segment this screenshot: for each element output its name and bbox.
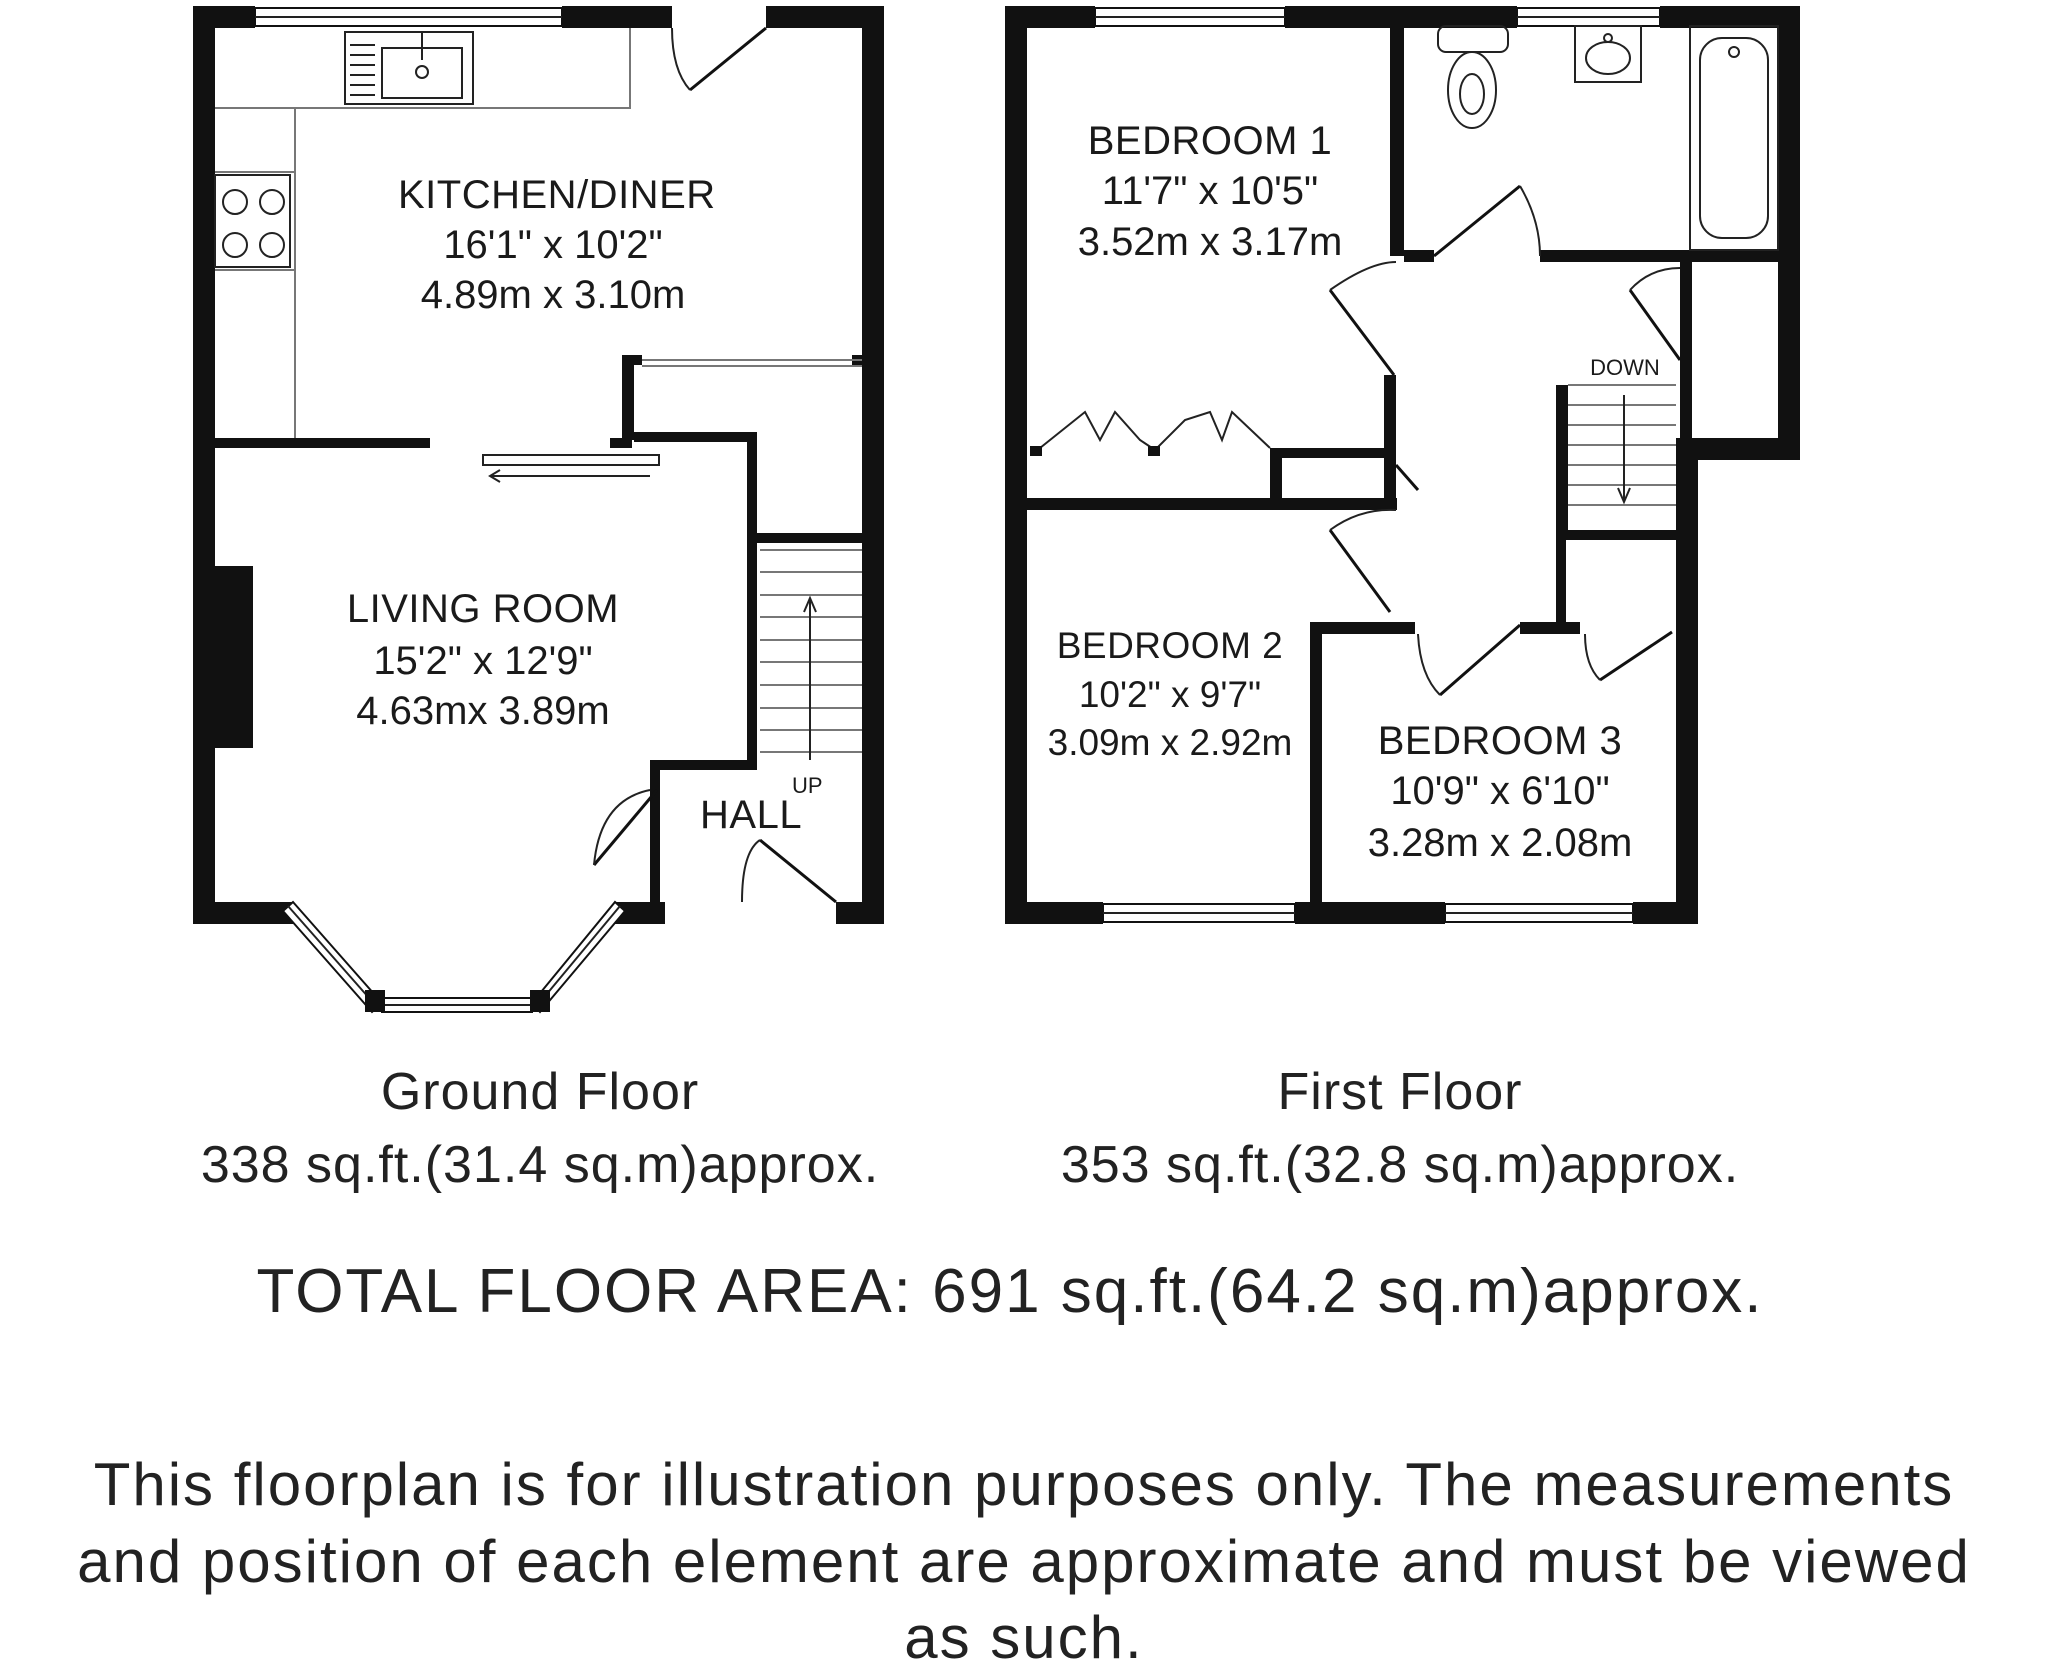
gf-bay-window: [283, 902, 625, 1012]
ff-bath-bottom-wall-2: [1540, 250, 1778, 262]
bathtub: [1690, 26, 1778, 250]
bedroom3-dim-imperial: 10'9" x 6'10": [1390, 769, 1610, 813]
bedroom2-dim-metric: 3.09m x 2.92m: [1047, 722, 1293, 763]
gf-sliding-door: [483, 455, 659, 465]
ff-cup-wall-2: [1556, 540, 1566, 630]
kitchen-hob: [215, 175, 290, 267]
gf-hall-lower-wall: [655, 760, 757, 770]
ff-wall-top-1: [1005, 6, 1095, 28]
gf-hall-wall: [747, 432, 757, 764]
first-floor-title: First Floor: [1277, 1063, 1523, 1121]
bedroom3-label: BEDROOM 3: [1377, 719, 1623, 763]
toilet: [1438, 26, 1508, 128]
gf-wall-right: [862, 6, 884, 924]
gf-back-door: [690, 28, 766, 90]
ff-wardrobe-box-2: [1270, 448, 1390, 458]
living-room-dim-metric: 4.63mx 3.89m: [356, 689, 610, 733]
gf-stair-top-wall: [757, 533, 862, 543]
ff-wall-step: [1698, 438, 1800, 460]
kitchen-dim-imperial: 16'1" x 10'2": [443, 223, 663, 267]
basin: [1575, 26, 1641, 82]
ground-floor-plan: [193, 6, 884, 1012]
ff-bath-left-wall: [1390, 6, 1404, 256]
disclaimer-line-2: and position of each element are approximate and must be viewed: [77, 1528, 1971, 1595]
ff-stair-left-wall: [1556, 385, 1568, 535]
gf-wall-left: [193, 6, 215, 924]
gf-wall-bottom-right: [836, 902, 884, 924]
ff-bed3-left-wall: [1310, 622, 1322, 912]
ff-bath-bottom-wall: [1404, 250, 1434, 262]
gf-cupboard-wall-2: [622, 355, 642, 365]
ff-wall-right-bottom: [1676, 438, 1698, 924]
bedroom1-label: BEDROOM 1: [1087, 119, 1333, 163]
ff-wall-right-top: [1778, 6, 1800, 460]
ff-cupboard-wall: [1680, 262, 1692, 440]
bedroom2-label: BEDROOM 2: [1056, 625, 1284, 666]
gf-porch-wall: [650, 760, 660, 905]
total-floor-area: TOTAL FLOOR AREA: 691 sq.ft.(64.2 sq.m)approx.: [256, 1257, 1764, 1326]
ff-bed3-top-wall: [1315, 622, 1415, 634]
bedroom2-dim-imperial: 10'2" x 9'7": [1078, 674, 1262, 715]
gf-stairs-up-label: UP: [792, 773, 823, 798]
first-floor-area: 353 sq.ft.(32.8 sq.m)approx.: [1060, 1136, 1740, 1194]
kitchen-dim-metric: 4.89m x 3.10m: [420, 273, 686, 317]
living-room-label: LIVING ROOM: [346, 587, 620, 631]
ff-wall-bottom-1: [1005, 902, 1103, 924]
ff-wall-left: [1005, 6, 1027, 924]
gf-wall-top-mid: [562, 6, 672, 28]
ground-floor-title: Ground Floor: [380, 1063, 700, 1121]
chimney-breast: [215, 566, 253, 748]
ff-stairs-down-label: DOWN: [1590, 355, 1660, 380]
disclaimer-line-3: as such.: [904, 1604, 1144, 1671]
bedroom1-dim-metric: 3.52m x 3.17m: [1077, 220, 1343, 264]
gf-wall-bottom-left: [193, 902, 293, 924]
ff-wall-bottom-3: [1633, 902, 1698, 924]
ff-bed1-bottom-wall: [1027, 498, 1397, 510]
ground-floor-area: 338 sq.ft.(31.4 sq.m)approx.: [200, 1136, 880, 1194]
gf-wall-top-left: [193, 6, 255, 28]
bed1-wardrobe-doors: [1040, 412, 1270, 450]
bedroom3-dim-metric: 3.28m x 2.08m: [1367, 821, 1633, 865]
kitchen-sink: [345, 32, 473, 104]
ff-bed1-right-wall: [1384, 375, 1396, 505]
gf-cupboard-wall-4: [634, 432, 754, 442]
disclaimer-line-1: This floorplan is for illustration purposes only. The measurements: [93, 1451, 1955, 1518]
gf-divider-wall: [215, 438, 430, 448]
hall-label: HALL: [700, 793, 803, 837]
kitchen-label: KITCHEN/DINER: [398, 173, 716, 217]
gf-staircase: [760, 550, 862, 760]
ff-stair-bottom-wall: [1556, 530, 1678, 540]
ff-staircase: [1568, 385, 1676, 505]
kitchen-worktop: [215, 108, 295, 438]
living-room-dim-imperial: 15'2" x 12'9": [373, 639, 593, 683]
bedroom1-dim-imperial: 11'7" x 10'5": [1101, 169, 1319, 213]
ff-bed3-top-wall-2: [1520, 622, 1580, 634]
gf-cupboard-wall-1: [622, 355, 634, 440]
